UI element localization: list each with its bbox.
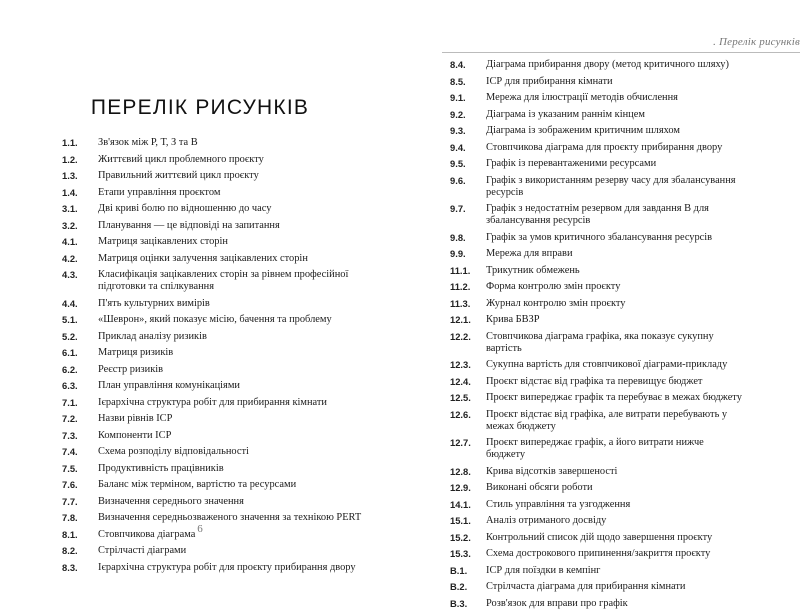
list-item [62,479,367,491]
list-item [450,437,745,461]
list-item [62,170,367,182]
figure-number: 8.3. [62,561,78,573]
figure-title: Форма контролю змін проєкту [486,281,621,292]
figure-title: Трикутник обмежень [486,264,580,276]
figure-title: Контрольний список дій щодо завершення проєкту [486,531,713,543]
figure-title: Матриця ризиків [98,347,174,358]
figure-number: 7.2. [62,413,78,424]
figure-number: 4.1. [62,236,78,247]
figure-number: 9.2. [450,108,466,120]
list-item [62,347,367,359]
figure-title: Реєстр ризиків [98,363,164,375]
figure-number: В.3. [450,597,468,609]
figure-title: Діаграма прибирання двору (метод критичного шляху) [486,59,729,70]
list-item [62,463,367,475]
list-item [450,331,745,355]
list-item [450,265,745,277]
list-item [450,158,745,170]
figure-number: 6.3. [62,380,78,391]
figure-title: Визначення середньозваженого значення за технікою PERT [98,512,362,523]
figure-number: 7.1. [62,396,78,408]
running-header: . Перелік рисунків [713,36,800,48]
figure-number: 1.2. [62,153,78,165]
figure-number: 9.6. [450,174,466,186]
figure-number: 12.1. [450,314,471,325]
figure-title: «Шеврон», який показує місію, бачення та проблему [98,314,332,325]
figure-title: Ієрархічна структура робіт для проєкту прибирання двору [98,561,356,573]
figure-title: Проєкт випереджає графік, а його витрати нижче бюджету [486,437,704,460]
figure-title: Сукупна вартість для стовпчикової діаграми-прикладу [486,359,728,370]
figure-title: Проєкт відстає від графіка, але витрати перебувають у межах бюджету [486,408,728,432]
figure-title: Графік за умов критичного збалансування ресурсів [486,231,713,243]
list-item [62,236,367,248]
figure-number: 5.1. [62,314,78,325]
figure-title: Аналіз отриманого досвіду [486,515,607,526]
figure-number: 12.8. [450,465,471,477]
list-item [62,203,367,215]
figure-number: 9.3. [450,125,466,136]
list-item [450,232,745,244]
list-item [62,187,367,199]
figure-number: 15.3. [450,548,471,559]
list-item [450,392,745,404]
figure-number: 15.1. [450,515,471,526]
figure-number: 7.8. [62,512,78,523]
figure-number: 7.6. [62,479,78,490]
figure-title: Стовпчикова діаграма графіка, яка показує сукупну вартість [486,330,714,354]
list-item [62,253,367,265]
figure-number: 9.1. [450,92,466,103]
figure-number: 7.3. [62,429,78,441]
list-item [450,109,745,121]
figure-number: 3.1. [62,203,78,214]
figure-title: Планування — це відповіді на запитання [98,219,280,231]
figure-number: 6.1. [62,347,78,358]
list-item [450,59,745,71]
figure-number: 9.4. [450,141,466,153]
figure-number: 12.5. [450,392,471,403]
figure-title: Графік з використанням резерву часу для збалансування ресурсів [486,174,736,198]
list-item [450,125,745,137]
figure-title: Діаграма із указаним раннім кінцем [486,108,645,120]
figure-title: Стрілчаста діаграма для прибирання кімнати [486,581,686,592]
list-item [62,137,367,149]
list-item [450,203,745,227]
figure-title: Життєвий цикл проблемного проєкту [98,153,264,165]
figure-number: 9.7. [450,203,466,214]
list-item [62,380,367,392]
figure-number: 1.4. [62,186,78,198]
figure-number: 4.2. [62,252,78,264]
figure-title: Назви рівнів ІСР [98,413,173,424]
header-divider [442,52,800,53]
right-page [400,0,800,609]
figure-number: В.1. [450,564,468,576]
figure-number: 7.4. [62,446,78,457]
figure-title: Діаграма із зображеним критичним шляхом [486,125,681,136]
figure-number: 12.9. [450,482,471,493]
figure-title: Мережа для ілюстрації методів обчислення [486,92,678,103]
figure-title: Виконані обсяги роботи [486,482,593,493]
figure-title: Матриця зацікавлених сторін [98,236,228,247]
figure-number: 9.9. [450,248,466,259]
list-item [62,413,367,425]
figure-title: Баланс між терміном, вартістю та ресурсами [98,479,297,490]
figure-title: Класифікація зацікавлених сторін за рівнем професійної підготовки та спілкування [98,269,349,292]
list-item [450,499,745,511]
list-item [450,76,745,88]
list-item [62,397,367,409]
figure-title: Приклад аналізу ризиків [98,330,207,342]
list-item [450,281,745,293]
figure-title: Продуктивність працівників [98,462,224,474]
figure-title: Схема дострокового припинення/закриття проєкту [486,548,711,559]
figure-title: Зв'язок між Р, Т, З та В [98,137,198,148]
figure-title: Етапи управління проєктом [98,186,221,198]
list-item [450,466,745,478]
list-item [62,220,367,232]
list-item [450,314,745,326]
list-item [62,446,367,458]
list-item [450,598,745,610]
figure-title: Схема розподілу відповідальності [98,446,249,457]
figure-number: 15.2. [450,531,471,543]
figure-title: Розв'язок для вправи про графік [486,597,628,609]
figure-title: Правильний життєвий цикл проєкту [98,170,259,181]
figure-number: 8.1. [62,528,78,540]
figure-title: Мережа для вправи [486,248,573,259]
figure-title: Визначення середнього значення [98,495,244,507]
list-item [450,359,745,371]
list-item [450,581,745,593]
figure-title: Стовпчикова діаграма [98,528,196,540]
list-item [62,430,367,442]
figure-title: Журнал контролю змін проєкту [486,297,626,309]
list-item [450,482,745,494]
figure-number: 1.1. [62,137,78,148]
figure-number: 12.2. [450,330,471,342]
list-item [62,298,367,310]
figure-title: Проєкт відстає від графіка та перевищує бюджет [486,375,703,387]
figure-number: 7.7. [62,495,78,507]
list-item [450,298,745,310]
figure-title: Стовпчикова діаграма для проєкту прибирання двору [486,141,723,153]
list-item [62,496,367,508]
figure-number: 14.1. [450,498,471,510]
figure-title: Компоненти ІСР [98,429,172,441]
figure-number: 7.5. [62,462,78,474]
figure-number: 8.4. [450,59,466,70]
figure-title: Крива БВЗР [486,314,540,325]
figure-number: 11.3. [450,297,471,309]
figure-title: Дві криві болю по відношенню до часу [98,203,272,214]
list-item [62,269,367,293]
list-item [62,154,367,166]
figure-number: 3.2. [62,219,78,231]
list-item [450,532,745,544]
list-item [62,545,367,557]
list-item [62,364,367,376]
figure-number: 1.3. [62,170,78,181]
figure-number: 5.2. [62,330,78,342]
list-item [450,409,745,433]
figure-title: ІСР для прибирання кімнати [486,75,613,87]
figure-title: ІСР для поїздки в кемпінг [486,564,601,576]
list-item [450,92,745,104]
figure-number: 8.5. [450,75,466,87]
figure-number: 12.4. [450,375,471,387]
figure-number: 11.1. [450,264,471,276]
list-item [450,515,745,527]
list-item [450,565,745,577]
figure-number: 9.8. [450,231,466,243]
figure-number: 12.3. [450,359,471,370]
list-item [450,376,745,388]
page-number: 6 [197,523,203,535]
list-item [62,314,367,326]
page-title: ПЕРЕЛІК РИСУНКІВ [90,96,310,119]
figure-title: Стрілчасті діаграми [98,545,187,556]
list-item [450,548,745,560]
figure-number: 12.6. [450,408,471,420]
figure-title: Крива відсотків завершеності [486,465,618,477]
list-item [450,248,745,260]
figure-list-left [62,137,367,578]
figure-title: Графік із перевантаженими ресурсами [486,158,657,169]
figure-title: Стиль управління та узгодження [486,498,631,510]
figure-title: П'ять культурних вимірів [98,297,210,309]
figure-title: Графік з недостатнім резервом для завдання В для збалансування ресурсів [486,203,709,226]
figure-list-right [450,59,745,614]
figure-title: Проєкт випереджає графік та перебуває в межах бюджету [486,392,742,403]
figure-title: Матриця оцінки залучення зацікавлених сторін [98,252,308,264]
figure-number: 9.5. [450,158,466,169]
figure-number: 4.3. [62,269,78,280]
figure-title: План управління комунікаціями [98,380,240,391]
list-item [62,331,367,343]
left-page [0,0,400,573]
figure-number: 8.2. [62,545,78,556]
figure-number: 11.2. [450,281,471,292]
list-item [450,142,745,154]
figure-number: В.2. [450,581,468,592]
list-item [450,175,745,199]
list-item [62,562,367,574]
figure-number: 4.4. [62,297,78,309]
figure-number: 12.7. [450,437,471,448]
figure-number: 6.2. [62,363,78,375]
figure-title: Ієрархічна структура робіт для прибирання кімнати [98,396,327,408]
